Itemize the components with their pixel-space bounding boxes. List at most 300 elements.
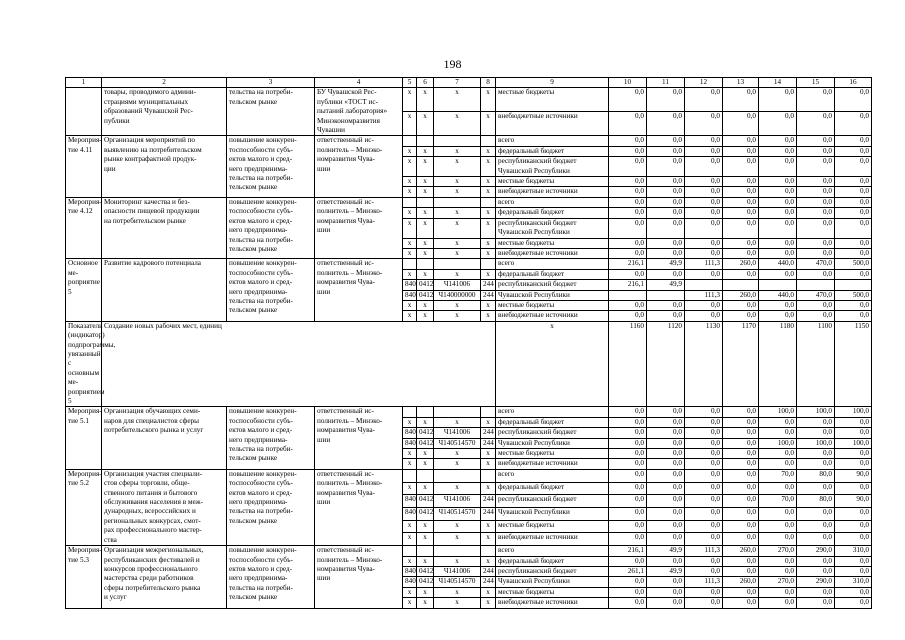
budget-code (417, 146, 434, 156)
amount-value-text: 216,1 (627, 259, 644, 268)
funding-source-text: внебюджетные источники (498, 187, 578, 196)
amount-value (759, 238, 797, 248)
amount-value (685, 311, 723, 321)
amount-value-text: 0,0 (860, 208, 869, 217)
budget-code (481, 407, 496, 417)
amount-value-text: 0,0 (860, 428, 869, 437)
budget-code-text: x (455, 311, 459, 320)
budget-code-text: 244 (483, 577, 494, 586)
amount-value-text: 0,0 (673, 300, 682, 309)
amount-value-text: 0,0 (823, 112, 832, 121)
funding-source (496, 428, 609, 438)
amount-value (797, 507, 835, 520)
budget-code (417, 469, 434, 482)
amount-value (797, 428, 835, 438)
amount-value-text: 440,0 (777, 259, 794, 268)
budget-code-text: x (486, 533, 490, 542)
amount-value-text: 0,0 (747, 417, 756, 426)
amount-value (609, 407, 647, 417)
amount-value (647, 428, 685, 438)
budget-code (434, 238, 481, 248)
amount-value (759, 136, 797, 146)
budget-code (481, 449, 496, 459)
amount-value-text: 0,0 (673, 311, 682, 320)
event-goal (227, 469, 315, 545)
amount-value (723, 157, 759, 177)
amount-value (647, 459, 685, 469)
budget-code-text: x (423, 482, 427, 491)
column-number: 2 (102, 78, 227, 88)
amount-value-text: 470,0 (815, 259, 832, 268)
indicator-value: 1130 (685, 321, 723, 407)
amount-value-text: 0,0 (785, 146, 794, 155)
amount-value-text: 0,0 (635, 482, 644, 491)
amount-value (609, 598, 647, 608)
budget-code-text: 0412 (419, 438, 434, 447)
funding-source (496, 566, 609, 576)
budget-code (481, 136, 496, 146)
amount-value-text: 0,0 (823, 146, 832, 155)
amount-value (647, 157, 685, 177)
amount-value-text: 0,0 (747, 157, 756, 166)
amount-value-text: 0,0 (673, 417, 682, 426)
budget-code (434, 507, 481, 520)
budget-code (481, 259, 496, 269)
amount-value (759, 259, 797, 269)
column-number: 7 (434, 78, 481, 88)
budget-code-text: x (455, 449, 459, 458)
event-executor (315, 546, 403, 608)
amount-value (759, 598, 797, 608)
budget-code (434, 177, 481, 187)
amount-value (759, 177, 797, 187)
amount-value (647, 577, 685, 587)
budget-code (481, 598, 496, 608)
budget-code (481, 520, 496, 533)
amount-value-text: 0,0 (711, 598, 720, 607)
amount-value (835, 218, 872, 238)
amount-value (835, 407, 872, 417)
budget-code-text: x (423, 208, 427, 217)
amount-value (685, 587, 723, 597)
budget-code (417, 533, 434, 546)
amount-value (797, 598, 835, 608)
amount-value-text: 0,0 (747, 482, 756, 491)
amount-value (835, 146, 872, 156)
amount-value (835, 449, 872, 459)
funding-source-text: внебюджетные источники (498, 311, 578, 320)
budget-code (417, 507, 434, 520)
amount-value-text: 0,0 (673, 438, 682, 447)
event-name-text: Организация мероприятий по выявлению на потребительском рынке контрафактной продук- ции (104, 136, 202, 173)
amount-value (685, 507, 723, 520)
budget-code (403, 311, 417, 321)
amount-value (759, 428, 797, 438)
amount-value-text: 80,0 (819, 469, 832, 478)
funding-source (496, 482, 609, 495)
budget-code-text: 0412 (419, 507, 434, 516)
amount-value-text: 0,0 (860, 177, 869, 186)
budget-code-text: x (407, 238, 412, 247)
amount-value (685, 136, 723, 146)
event-id-text: Мероприя- тие 4.12 (68, 197, 102, 216)
budget-code (403, 495, 417, 508)
amount-value (647, 311, 685, 321)
budget-code-text: x (486, 449, 490, 458)
funding-source (496, 248, 609, 258)
budget-code (434, 546, 481, 556)
amount-value-text: 100,0 (852, 438, 869, 447)
amount-value-text: 0,0 (673, 146, 682, 155)
amount-value (609, 177, 647, 187)
event-name-text: Развитие кадрового потенциала (104, 259, 202, 268)
funding-source (496, 136, 609, 146)
budget-code-text: x (486, 187, 490, 196)
amount-value-text: 0,0 (747, 238, 756, 247)
budget-code-text: x (486, 520, 490, 529)
amount-value-text: 0,0 (673, 577, 682, 586)
amount-value (647, 112, 685, 136)
amount-value (797, 146, 835, 156)
budget-code (434, 428, 481, 438)
amount-value (835, 112, 872, 136)
budget-code (403, 482, 417, 495)
budget-code-text: x (407, 556, 412, 565)
amount-value-text: 0,0 (823, 311, 832, 320)
budget-code (417, 417, 434, 427)
amount-value (647, 587, 685, 597)
amount-value-text: 0,0 (823, 157, 832, 166)
amount-value-text: 0,0 (711, 428, 720, 437)
amount-value (647, 269, 685, 279)
amount-value-text: 0,0 (860, 146, 869, 155)
amount-value (759, 407, 797, 417)
funding-source (496, 438, 609, 448)
amount-value-text: 0,0 (747, 187, 756, 196)
amount-value (723, 587, 759, 597)
amount-value-text: 0,0 (823, 248, 832, 257)
event-id (66, 469, 102, 545)
event-id-text: Мероприя- тие 4.11 (68, 136, 102, 154)
amount-value (797, 238, 835, 248)
event-executor (315, 469, 403, 545)
budget-code (417, 248, 434, 258)
event-goal-text: повышение конкурен- тоспособности субъ- ектов малого и сред- него предпринима- тельства на потреби- тельском рынке (229, 546, 297, 602)
amount-value-text: 261,1 (627, 566, 644, 575)
amount-value (835, 598, 872, 608)
amount-value-text: 111,3 (704, 577, 720, 586)
budget-code-text: x (486, 112, 490, 121)
event-goal (227, 546, 315, 608)
budget-code (403, 438, 417, 448)
amount-value (797, 311, 835, 321)
amount-value (609, 482, 647, 495)
amount-value (835, 88, 872, 112)
amount-value-text: 0,0 (635, 248, 644, 257)
funding-source-text: внебюджетные источники (498, 598, 578, 607)
amount-value-text: 70,0 (781, 495, 794, 504)
amount-value-text: 0,0 (860, 587, 869, 596)
amount-value (609, 218, 647, 238)
amount-value-text: 0,0 (785, 449, 794, 458)
amount-value (723, 459, 759, 469)
amount-value (835, 520, 872, 533)
event-goal (227, 407, 315, 469)
amount-value-text: 0,0 (785, 507, 794, 516)
amount-value (723, 218, 759, 238)
amount-value-text: 0,0 (860, 566, 869, 575)
budget-code-text: 840 (405, 280, 416, 289)
funding-source (496, 269, 609, 279)
amount-value-text: 80,0 (819, 495, 832, 504)
budget-code-text: x (455, 520, 459, 529)
budget-code (417, 428, 434, 438)
amount-value (685, 259, 723, 269)
column-number: 11 (647, 78, 685, 88)
budget-code (481, 269, 496, 279)
funding-source (496, 459, 609, 469)
amount-value (797, 88, 835, 112)
budget-code-text: x (407, 146, 412, 155)
column-number: 9 (496, 78, 609, 88)
amount-value-text: 0,0 (747, 587, 756, 596)
amount-value-text: 0,0 (635, 311, 644, 320)
budget-code (417, 407, 434, 417)
amount-value-text: 0,0 (860, 482, 869, 491)
budget-code-text: x (455, 417, 459, 426)
amount-value-text: 0,0 (785, 208, 794, 217)
amount-value (609, 208, 647, 218)
budget-code-text: x (486, 218, 490, 227)
budget-code-text: 840 (405, 507, 416, 516)
amount-value (835, 157, 872, 177)
amount-value-text: 0,0 (635, 88, 644, 97)
indicator-text: Создание новых рабочих мест, единиц (102, 321, 496, 407)
amount-value-text: 0,0 (747, 556, 756, 565)
budget-code-text: x (455, 556, 459, 565)
amount-value (685, 546, 723, 556)
budget-code (481, 417, 496, 427)
indicator-value: 1120 (647, 321, 685, 407)
budget-code-text: x (423, 449, 427, 458)
amount-value (759, 197, 797, 207)
amount-value-text: 0,0 (747, 197, 756, 206)
amount-value (797, 112, 835, 136)
funding-source-text: федеральный бюджет (498, 146, 565, 155)
amount-value-text: 216,1 (627, 280, 644, 289)
amount-value (647, 208, 685, 218)
budget-code (417, 290, 434, 300)
budget-code (417, 495, 434, 508)
amount-value-text: 0,0 (785, 533, 794, 542)
amount-value (647, 495, 685, 508)
amount-value-text: 0,0 (673, 587, 682, 596)
amount-value (835, 280, 872, 290)
amount-value-text: 260,0 (739, 290, 756, 299)
budget-code (481, 218, 496, 238)
amount-value-text: 216,1 (627, 546, 644, 555)
budget-code-text: x (407, 218, 412, 227)
amount-value-text: 0,0 (673, 556, 682, 565)
budget-code-text: x (486, 459, 490, 468)
funding-source-text: местные бюджеты (498, 88, 555, 97)
amount-value-text: 0,0 (673, 459, 682, 468)
funding-source (496, 495, 609, 508)
amount-value (685, 566, 723, 576)
budget-code (403, 507, 417, 520)
budget-code-text: x (423, 556, 427, 565)
amount-value (647, 238, 685, 248)
funding-source-text: внебюджетные источники (498, 459, 578, 468)
budget-code-text: x (423, 520, 427, 529)
event-executor (315, 88, 403, 136)
amount-value (797, 157, 835, 177)
budget-code-text: x (423, 533, 427, 542)
budget-code-text: x (455, 177, 459, 186)
funding-source-text: республиканский бюджет Чувашской Республики (498, 218, 577, 237)
amount-value (723, 300, 759, 310)
budget-code (481, 177, 496, 187)
budget-code (403, 259, 417, 269)
budget-code (481, 280, 496, 290)
budget-code (403, 546, 417, 556)
event-name (102, 197, 227, 258)
amount-value (723, 112, 759, 136)
amount-value (685, 577, 723, 587)
amount-value-text: 0,0 (673, 218, 682, 227)
amount-value-text: 440,0 (777, 290, 794, 299)
amount-value (759, 187, 797, 197)
amount-value-text: 0,0 (635, 577, 644, 586)
budget-code-text: 840 (405, 438, 416, 447)
budget-code-text: x (423, 238, 427, 247)
budget-code (434, 136, 481, 146)
budget-code (403, 556, 417, 566)
budget-code-text: x (423, 459, 427, 468)
budget-code-text: x (407, 311, 412, 320)
funding-source (496, 449, 609, 459)
amount-value-text: 0,0 (635, 187, 644, 196)
amount-value (797, 438, 835, 448)
amount-value-text: 0,0 (785, 248, 794, 257)
amount-value (797, 259, 835, 269)
funding-source-text: всего (498, 136, 515, 145)
budget-code-text: x (455, 482, 459, 491)
amount-value (835, 136, 872, 146)
amount-value (647, 300, 685, 310)
amount-value-text: 0,0 (860, 218, 869, 227)
amount-value-text: 310,0 (852, 577, 869, 586)
budget-code-text: x (407, 533, 412, 542)
amount-value-text: 0,0 (635, 533, 644, 542)
amount-value (685, 407, 723, 417)
event-executor-text: ответственный ис- полнитель – Минэко- номразвития Чува- шии (317, 469, 383, 507)
amount-value (759, 280, 797, 290)
column-number: 10 (609, 78, 647, 88)
budget-code (403, 238, 417, 248)
amount-value (723, 577, 759, 587)
amount-value-text: 0,0 (747, 507, 756, 516)
amount-value (835, 507, 872, 520)
amount-value (797, 566, 835, 576)
budget-code (434, 556, 481, 566)
event-id (66, 88, 102, 136)
amount-value (797, 459, 835, 469)
event-name-text: Организация межрегиональных, республиканских фестивалей и конкурсов профессионального мастерства среди работников сферы потребительского рынка и услуг (104, 546, 204, 602)
event-name (102, 259, 227, 321)
amount-value (723, 88, 759, 112)
amount-value (797, 407, 835, 417)
budget-code-text: x (407, 177, 412, 186)
amount-value (647, 259, 685, 269)
funding-source-text: федеральный бюджет (498, 417, 565, 426)
column-number: 12 (685, 78, 723, 88)
amount-value-text: 0,0 (747, 177, 756, 186)
amount-value-text: 270,0 (777, 546, 794, 555)
amount-value-text: 0,0 (860, 311, 869, 320)
amount-value-text: 0,0 (823, 598, 832, 607)
column-number: 5 (403, 78, 417, 88)
amount-value-text: 0,0 (635, 146, 644, 155)
amount-value-text: 0,0 (785, 566, 794, 575)
budget-code (403, 469, 417, 482)
budget-code (434, 449, 481, 459)
amount-value (759, 566, 797, 576)
budget-code-text: x (486, 587, 490, 596)
funding-source-text: всего (498, 197, 515, 206)
amount-value (647, 546, 685, 556)
event-executor (315, 197, 403, 258)
amount-value-text: 0,0 (860, 136, 869, 145)
amount-value-text: 0,0 (823, 428, 832, 437)
amount-value-text: 0,0 (711, 197, 720, 206)
amount-value-text: 100,0 (852, 407, 869, 416)
amount-value-text: 0,0 (747, 218, 756, 227)
amount-value (685, 417, 723, 427)
amount-value-text: 0,0 (747, 566, 756, 575)
amount-value (647, 520, 685, 533)
amount-value-text: 100,0 (815, 407, 832, 416)
budget-code (417, 177, 434, 187)
amount-value-text: 0,0 (860, 248, 869, 257)
amount-value-text: 0,0 (860, 417, 869, 426)
amount-value-text: 0,0 (711, 88, 720, 97)
amount-value (759, 495, 797, 508)
funding-source-text: всего (498, 546, 515, 555)
amount-value-text: 0,0 (711, 469, 720, 478)
event-goal-text: повышение конкурен- тоспособности субъ- ектов малого и сред- него предпринима- тельства на потреби- тельском рынке (229, 407, 297, 463)
amount-value-text: 0,0 (785, 187, 794, 196)
funding-source (496, 208, 609, 218)
event-id (66, 136, 102, 197)
budget-code-text: x (423, 598, 427, 607)
amount-value (685, 459, 723, 469)
budget-code (417, 449, 434, 459)
budget-code (417, 546, 434, 556)
budget-code (417, 259, 434, 269)
funding-source-text: местные бюджеты (498, 300, 555, 309)
budget-code (481, 533, 496, 546)
budget-code-text: x (486, 311, 490, 320)
amount-value-text: 0,0 (635, 428, 644, 437)
budget-code (434, 469, 481, 482)
funding-source-text: местные бюджеты (498, 520, 555, 529)
amount-value (835, 300, 872, 310)
table-row (66, 407, 872, 417)
amount-value-text: 49,9 (669, 259, 682, 268)
amount-value (723, 546, 759, 556)
amount-value-text: 0,0 (785, 88, 794, 97)
